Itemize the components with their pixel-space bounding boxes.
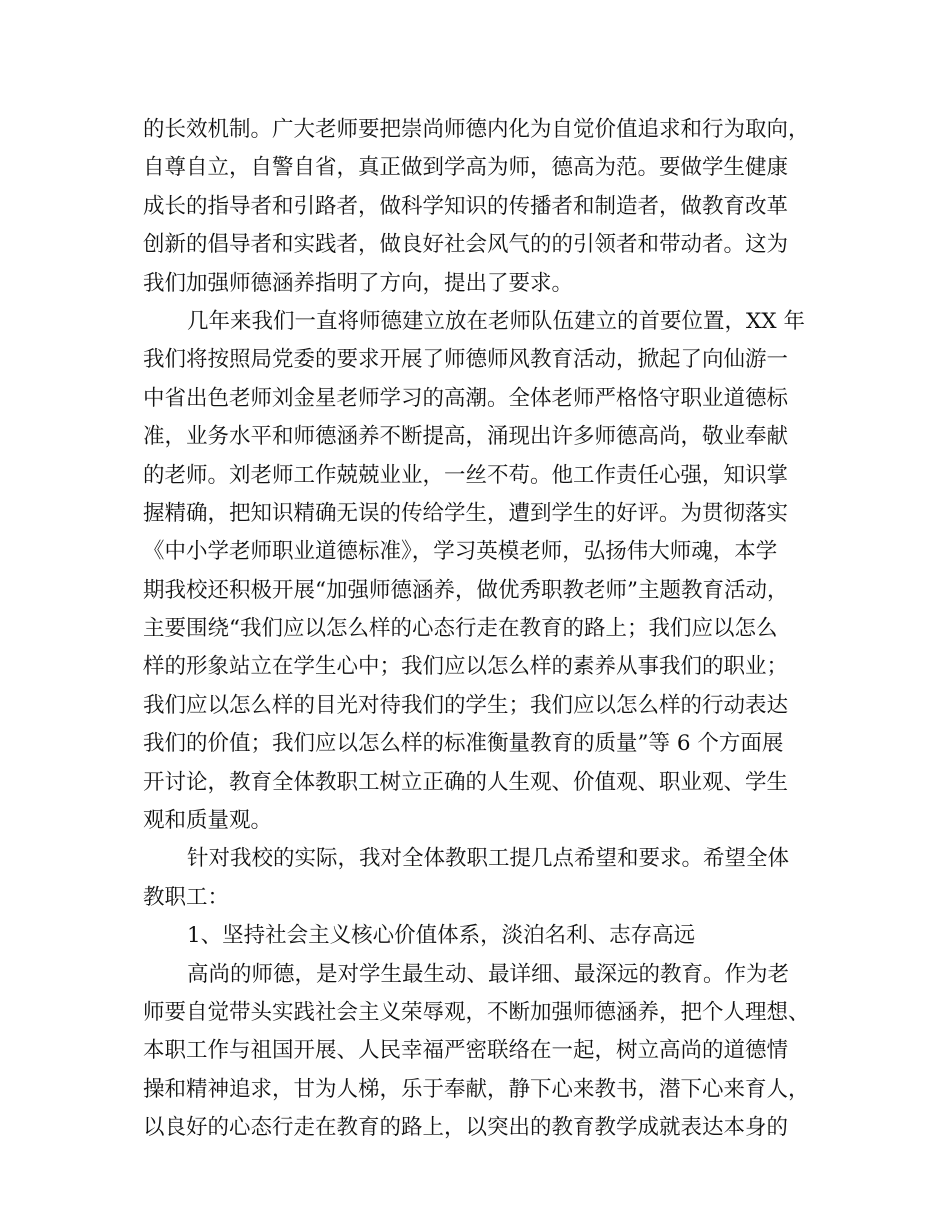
paragraph-start-line: 几年来我们一直将师德建立放在老师队伍建立的首要位置，XX 年 [187, 308, 805, 334]
paragraph-start-line: 针对我校的实际，我对全体教职工提几点希望和要求。希望全体 [187, 846, 790, 872]
text-line: 握精确，把知识精确无误的传给学生，遭到学生的好评。为贯彻落实 [143, 500, 789, 526]
text-line: 准，业务水平和师德涵养不断提高，涌现出许多师德高尚，敬业奉献 [143, 424, 789, 450]
text-line: 师要自觉带头实践社会主义荣辱观，不断加强师德涵养，把个人理想、 [143, 999, 810, 1025]
paragraph-start-line: 高尚的师德，是对学生最生动、最详细、最深远的教育。作为老 [187, 961, 790, 987]
text-line: 成长的指导者和引路者，做科学知识的传播者和制造者，做教育改革 [143, 193, 789, 219]
text-line: 自尊自立，自警自省，真正做到学高为师，德高为范。要做学生健康 [143, 155, 789, 181]
text-line: 本职工作与祖国开展、人民幸福严密联络在一起，树立高尚的道德情 [143, 1038, 789, 1064]
text-line: 操和精神追求，甘为人梯，乐于奉献，静下心来教书，潜下心来育人， [143, 1076, 810, 1102]
text-line: 开讨论，教育全体教职工树立正确的人生观、价值观、职业观、学生 [143, 769, 789, 795]
text-line: 我们加强师德涵养指明了方向，提出了要求。 [143, 270, 574, 296]
body-text [143, 111, 813, 1148]
text-line: 以良好的心态行走在教育的路上，以突出的教育教学成就表达本身的 [143, 1115, 789, 1141]
text-line: 创新的倡导者和实践者，做良好社会风气的的引领者和带动者。这为 [143, 232, 789, 258]
text-line: 的长效机制。广大老师要把崇尚师德内化为自觉价值追求和行为取向， [143, 117, 810, 142]
text-line: 主要围绕“我们应以怎么样的心态行走在教育的路上；我们应以怎么 [143, 616, 778, 642]
text-line: 期我校还积极开展“加强师德涵养，做优秀职教老师”主题教育活动， [143, 577, 789, 603]
text-line: 我们的价值；我们应以怎么样的标准衡量教育的质量”等 6 个方面展 [143, 731, 784, 757]
text-line: 我们应以怎么样的目光对待我们的学生；我们应以怎么样的行动表达 [143, 692, 789, 718]
section-heading: 1、坚持社会主义核心价值体系，淡泊名利、志存高远 [187, 923, 696, 949]
text-line: 教职工： [143, 884, 230, 910]
text-line: 观和质量观。 [143, 808, 273, 834]
text-line: 我们将按照局党委的要求开展了师德师风教育活动，掀起了向仙游一 [143, 347, 789, 373]
text-line: 中省出色老师刘金星老师学习的高潮。全体老师严格恪守职业道德标 [143, 385, 789, 411]
text-line: 《中小学老师职业道德标准》，学习英模老师，弘扬伟大师魂，本学 [143, 539, 778, 565]
text-line: 的老师。刘老师工作兢兢业业，一丝不苟。他工作责任心强，知识掌 [143, 462, 789, 488]
text-line: 样的形象站立在学生心中；我们应以怎么样的素养从事我们的职业； [143, 654, 789, 680]
